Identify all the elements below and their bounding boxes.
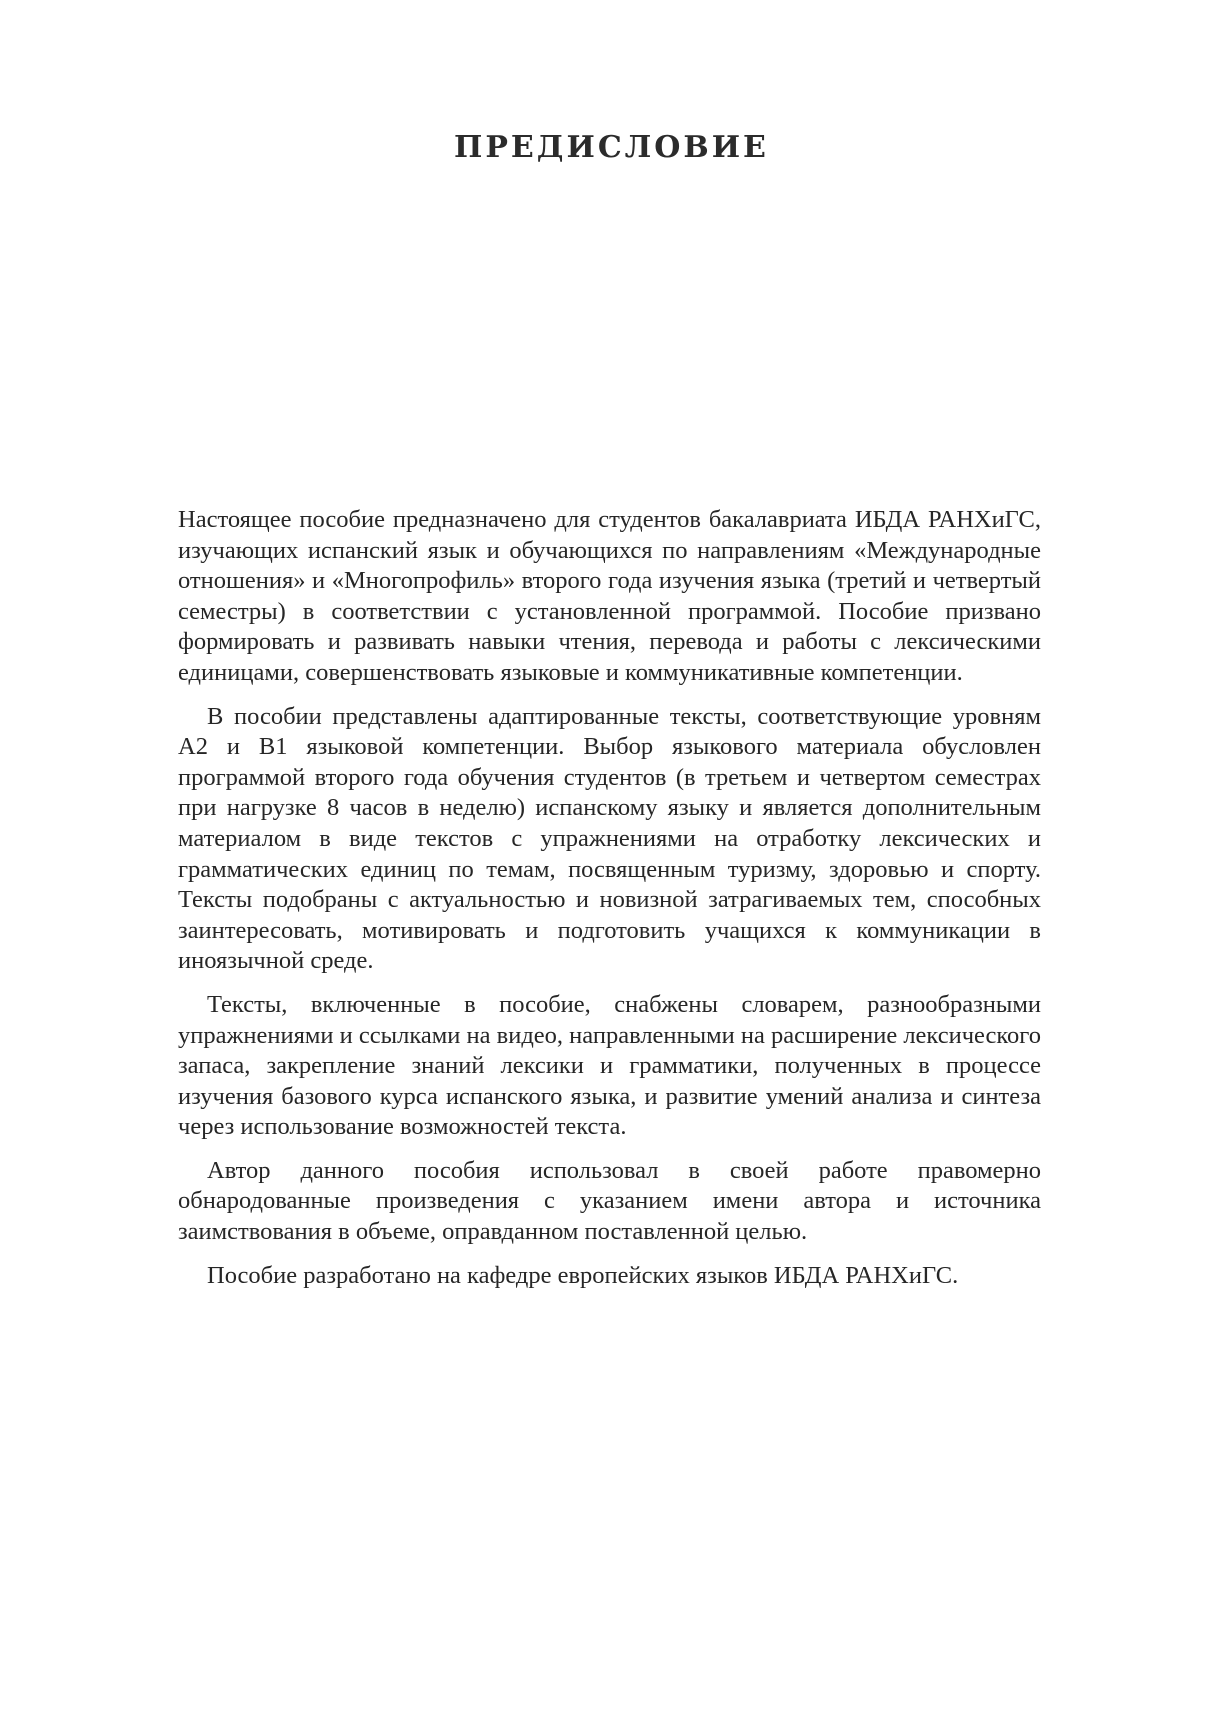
paragraph-copyright: Автор данного пособия использовал в своей работе правомерно обнародованные произведения с указанием имени автора и источника заимствования в объеме, оправданном поставленной целью. [178, 1156, 1041, 1246]
paragraph-content: В пособии представлены адаптированные тексты, соответствующие уровням А2 и В1 языковой компетенции. Выбор языкового материала обусловлен программой второго года обучения студентов (в третьем и четвертом семестрах при нагрузке 8 часов в неделю) испанскому языку и является дополнительным материалом в виде текстов с упражнениями на отработку лексических и грамматических единиц по темам, посвященным туризму, здоровью и спорту. Тексты подобраны с актуальностью и новизной затрагиваемых тем, способных заинтересовать, мотивировать и подготовить учащихся к коммуникации в иноязычной среде. [178, 702, 1041, 975]
preface-body [178, 505, 1041, 1304]
paragraph-intro: Настоящее пособие предназначено для студентов бакалавриата ИБДА РАНХиГС, изучающих испанский язык и обучающихся по направлениям «Международные отношения» и «Многопрофиль» второго года изучения языка (третий и четвертый семестры) в соответствии с установленной программой. Пособие призвано формировать и развивать навыки чтения, перевода и работы с лексическими единицами, совершенствовать языковые и коммуникативные компетенции. [178, 506, 1041, 686]
page-title: ПРЕДИСЛОВИЕ [454, 130, 769, 165]
paragraph-department: Пособие разработано на кафедре европейских языков ИБДА РАНХиГС. [207, 1261, 959, 1289]
paragraph-exercises: Тексты, включенные в пособие, снабжены словарем, разнообразными упражнениями и ссылками на видео, направленными на расширение лексического запаса, закрепление знаний лексики и грамматики, полученных в процессе изучения базового курса испанского языка, и развитие умений анализа и синтеза через использование возможностей текста. [178, 990, 1041, 1141]
